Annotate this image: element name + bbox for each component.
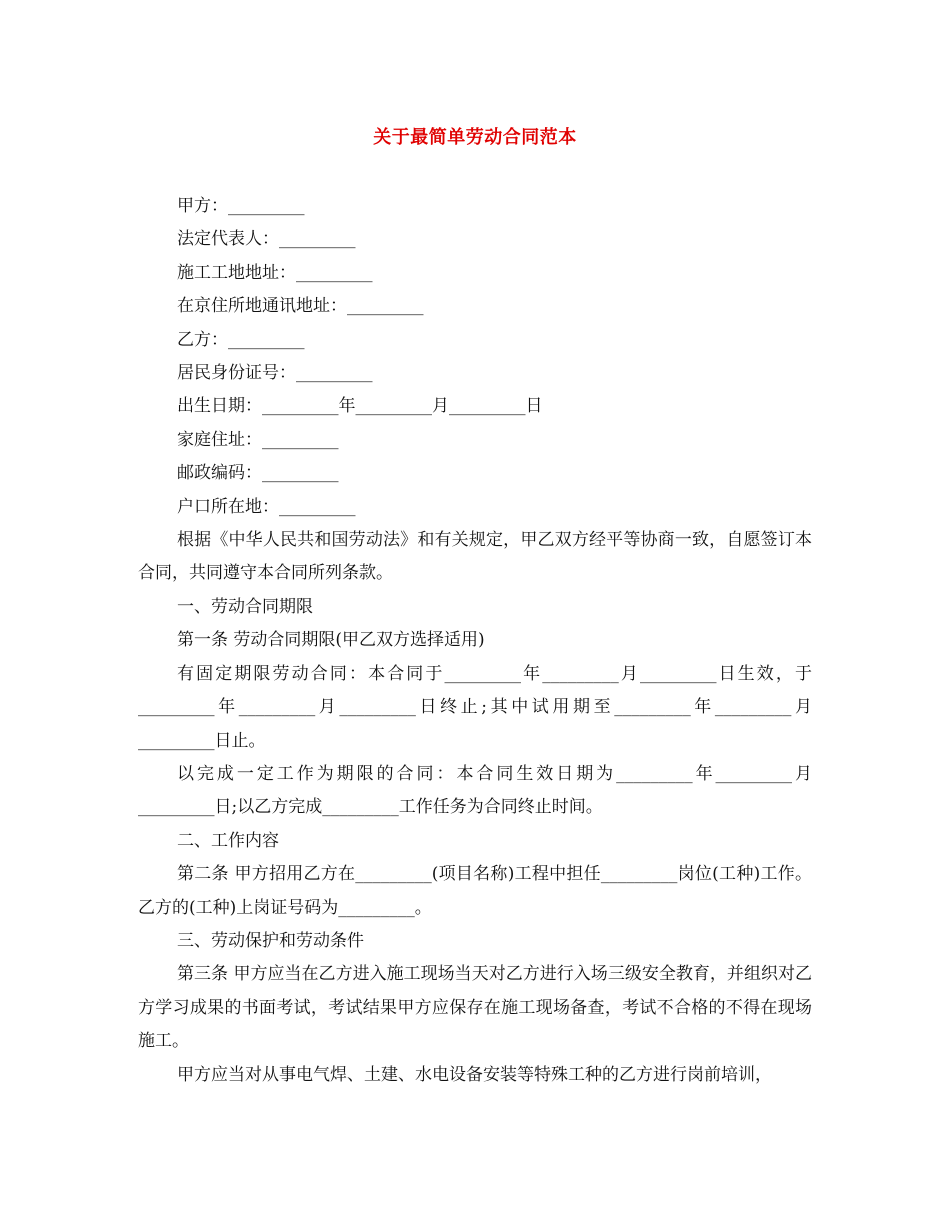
article-1-heading: 第一条 劳动合同期限(甲乙双方选择适用) <box>177 630 485 651</box>
section-1-heading: 一、劳动合同期限 <box>177 596 313 617</box>
section-3-heading: 三、劳动保护和劳动条件 <box>177 930 364 951</box>
field-party-a: 甲方：_________ <box>177 196 305 216</box>
article-1-task-term: 以完成一定工作为期限的合同：本合同生效日期为_________年_________月_________日;以乙方完成_________工作任务为合同终止时间。 <box>138 763 812 818</box>
field-household-registration: 户口所在地：_________ <box>177 496 356 517</box>
document-title: 关于最简单劳动合同范本 <box>373 127 577 148</box>
field-legal-representative: 法定代表人：_________ <box>177 229 356 250</box>
field-site-address: 施工工地地址：_________ <box>177 262 373 283</box>
field-id-number: 居民身份证号：_________ <box>177 363 373 384</box>
section-2-heading: 二、工作内容 <box>177 830 279 851</box>
field-birth-date: 出生日期：_________年_________月_________日 <box>177 396 543 417</box>
intro-paragraph: 根据《中华人民共和国劳动法》和有关规定，甲乙双方经平等协商一致，自愿签订本合同，共同遵守本合同所列条款。 <box>138 530 812 584</box>
article-1-fixed-term: 有固定期限劳动合同：本合同于_________年_________月_________日生效，于_________年_________月_________日终止;其中试用期至_________年_________月_________日止。 <box>138 663 812 751</box>
article-2: 第二条 甲方招用乙方在_________(项目名称)工程中担任_________岗位(工种)工作。乙方的(工种)上岗证号码为_________。 <box>138 864 812 918</box>
article-3-training: 甲方应当对从事电气焊、土建、水电设备安装等特殊工种的乙方进行岗前培训， <box>177 1064 772 1085</box>
field-party-b: 乙方：_________ <box>177 329 305 350</box>
field-beijing-address: 在京住所地通讯地址：_________ <box>177 296 424 317</box>
article-3: 第三条 甲方应当在乙方进入施工现场当天对乙方进行入场三级安全教育，并组织对乙方学习成果的书面考试，考试结果甲方应保存在施工现场备查，考试不合格的不得在现场施工。 <box>138 964 812 1052</box>
field-home-address: 家庭住址：_________ <box>177 429 339 450</box>
document-body <box>138 190 812 1092</box>
field-postal-code: 邮政编码：_________ <box>177 463 339 484</box>
